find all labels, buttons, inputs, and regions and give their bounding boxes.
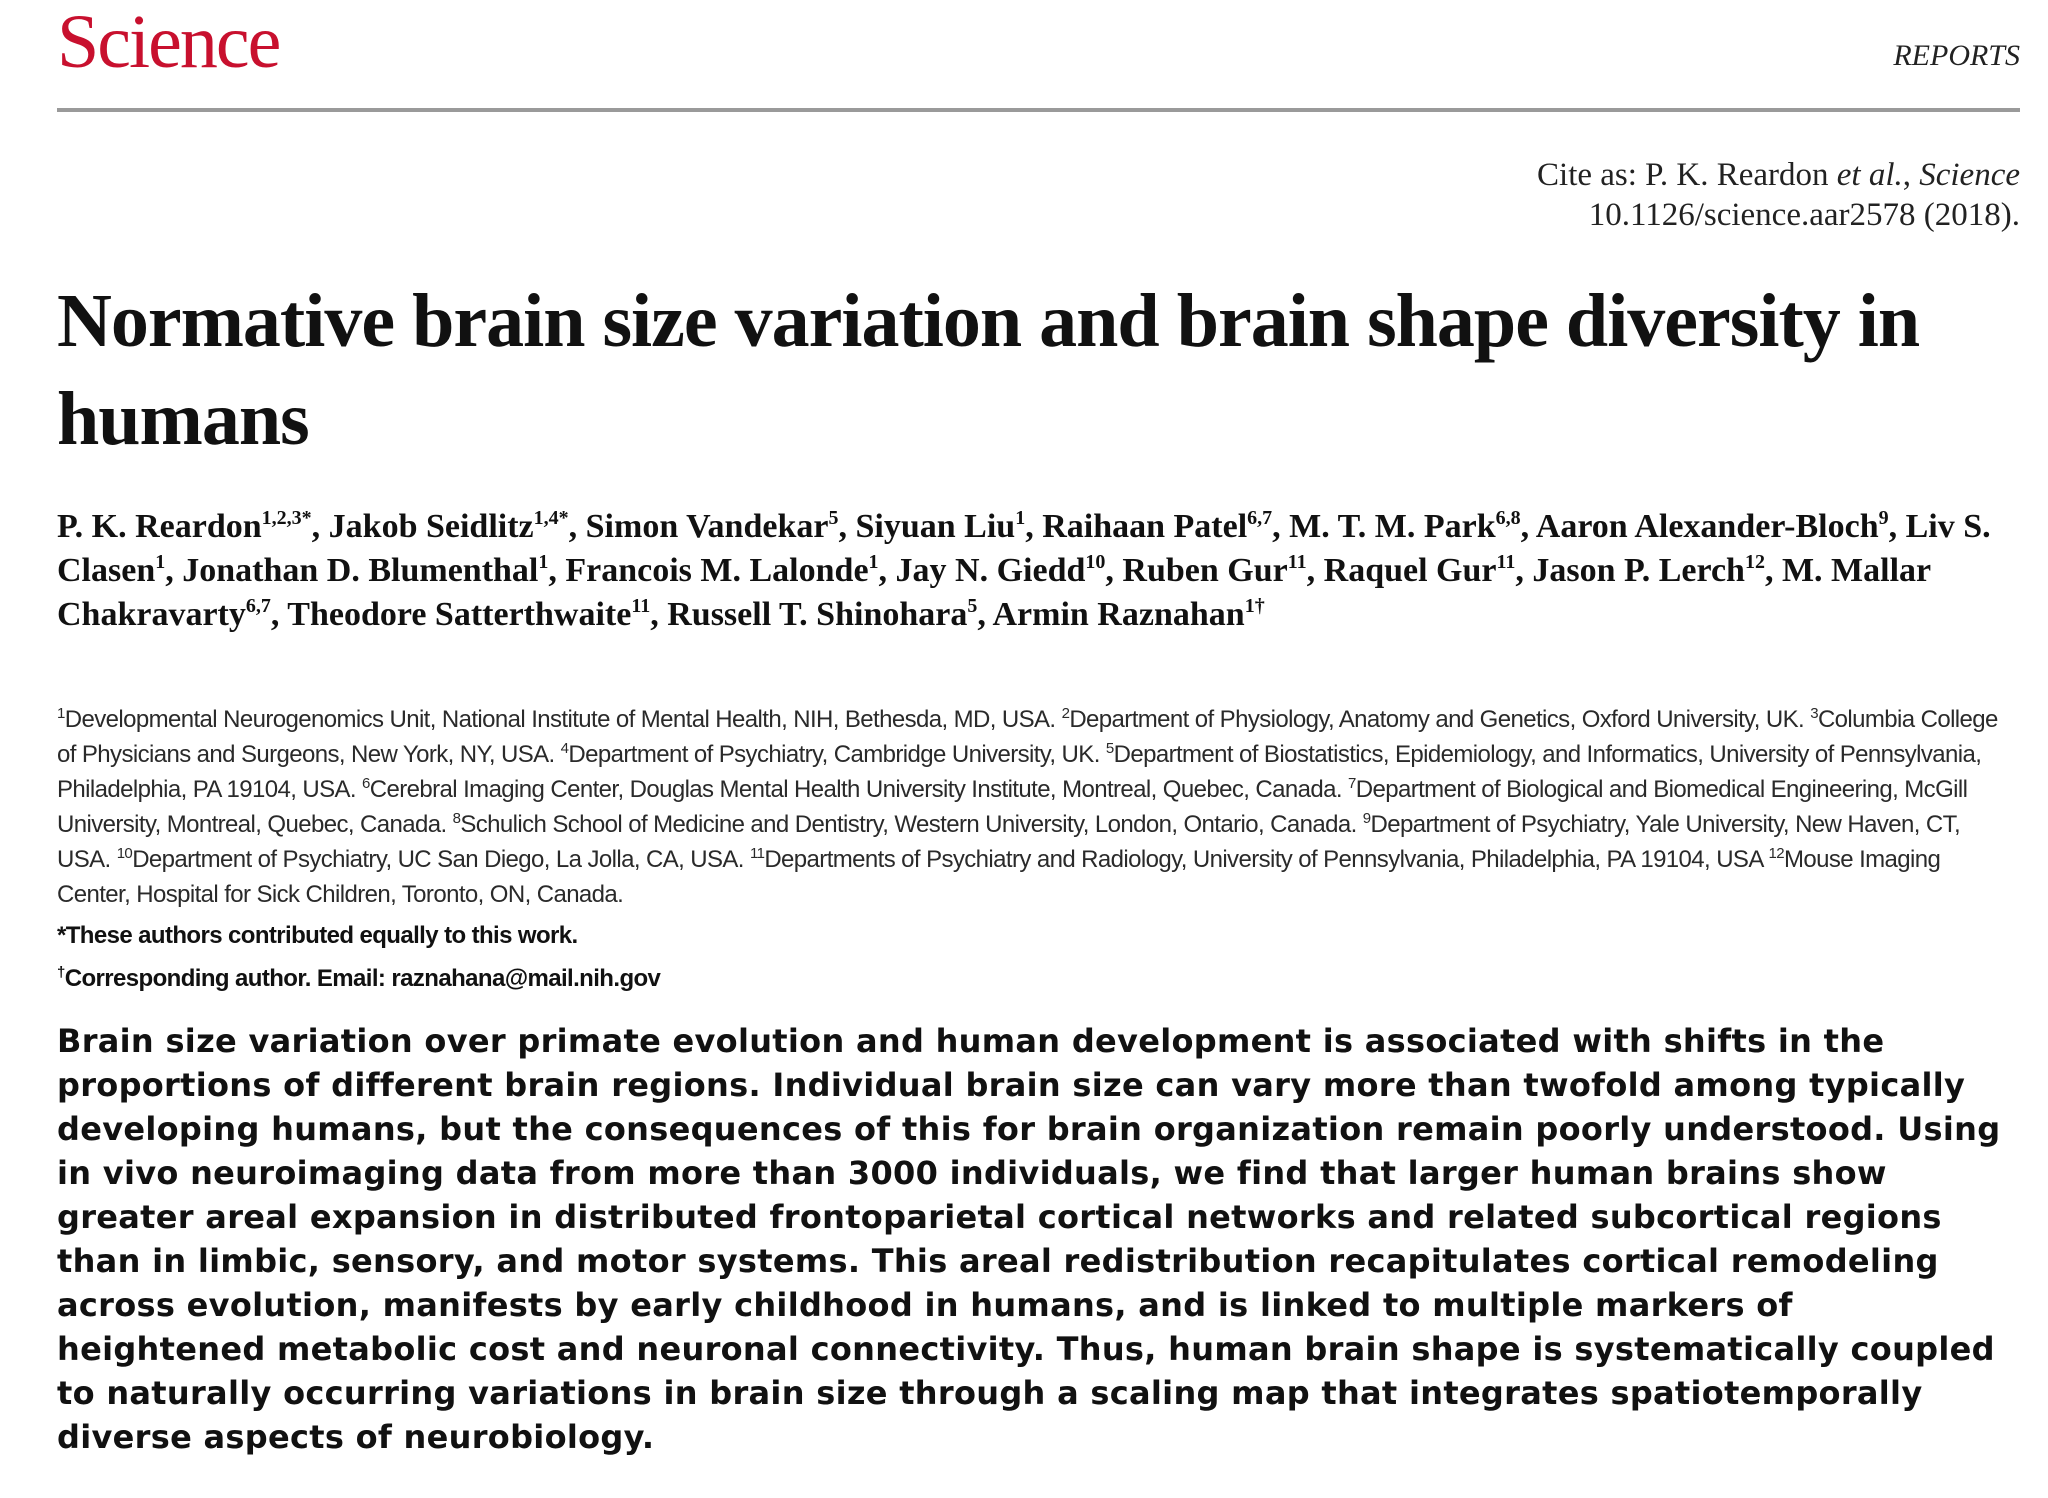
author: M. T. M. Park$^{6,8}$, xyxy=(1289,507,1536,545)
affiliation-number: 8 xyxy=(452,810,461,827)
author: M. Mallar Chakravarty$^{6,7}$, xyxy=(57,552,1931,633)
citation-journal: Science xyxy=(1919,157,2020,193)
author-affiliation-marks: 1† xyxy=(1244,595,1265,617)
affiliation-number: 5 xyxy=(1105,740,1114,757)
citation-etal: et al. xyxy=(1836,157,1903,193)
affiliation-text: Departments of Psychiatry and Radiology, University of Pennsylvania, Philadelphia, PA 19104, USA xyxy=(764,846,1769,873)
author-list xyxy=(57,505,2017,637)
author xyxy=(992,596,1264,633)
author: Jakob Seidlitz$^{1,4*}$, xyxy=(328,507,586,545)
author-affiliation-marks: 1,4* xyxy=(533,507,569,529)
author-name: Ruben Gur xyxy=(1122,552,1288,589)
affiliation-number: 7 xyxy=(1348,775,1356,792)
author: Simon Vandekar$^5$, xyxy=(585,507,856,545)
author-name: Siyuan Liu xyxy=(855,508,1016,545)
affiliation xyxy=(1062,706,1811,733)
author: Ruben Gur$^{11}$, xyxy=(1122,551,1324,589)
author-affiliation-marks: 5 xyxy=(828,507,839,529)
author-name: M. T. M. Park xyxy=(1289,508,1496,545)
author-affiliation-marks: 1,2,3* xyxy=(261,507,312,529)
author-affiliation-marks: 6,8 xyxy=(1495,507,1521,529)
affiliation xyxy=(453,811,1363,838)
affiliation-number: 10 xyxy=(116,845,133,862)
author-affiliation-marks: 6,7 xyxy=(245,595,271,617)
citation xyxy=(1537,155,2020,235)
affiliation-number: 12 xyxy=(1768,845,1784,862)
author-name: Jonathan D. Blumenthal xyxy=(182,552,539,589)
dagger-mark: † xyxy=(57,964,65,981)
corresponding-text[interactable]: Corresponding author. Email: raznahana@mail.nih.gov xyxy=(64,965,661,992)
author-name: Raihaan Patel xyxy=(1042,508,1248,545)
author-name: P. K. Reardon xyxy=(57,508,262,545)
journal-logo: Science xyxy=(57,0,280,84)
affiliation-text: Schulich School of Medicine and Dentistry, Western University, London, Ontario, Canada. xyxy=(460,811,1363,838)
author: P. K. Reardon$^{1,2,3*}$, xyxy=(57,507,329,545)
masthead xyxy=(57,0,2020,112)
affiliation-number: 2 xyxy=(1061,705,1070,722)
affiliation-number: 11 xyxy=(749,845,765,862)
affiliation-number: 9 xyxy=(1362,810,1371,827)
author-name: Simon Vandekar xyxy=(585,508,829,545)
author: Jonathan D. Blumenthal$^1$, xyxy=(182,551,566,589)
affiliation-number: 3 xyxy=(1810,705,1818,722)
corresponding-author-note xyxy=(57,963,660,995)
affiliation-text: Developmental Neurogenomics Unit, National Institute of Mental Health, NIH, Bethesda, MD, USA. xyxy=(64,706,1062,733)
affiliation-text: Department of Psychiatry, Yale University, New Haven, CT, USA. xyxy=(57,811,1961,873)
affiliation-text: Department of Psychiatry, Cambridge University, UK. xyxy=(568,741,1106,768)
author: Francois M. Lalonde$^1$, xyxy=(565,551,896,589)
affiliation xyxy=(561,741,1106,768)
affiliation-number: 4 xyxy=(560,740,569,757)
author-affiliation-marks: 5 xyxy=(967,595,978,617)
author-name: Jay N. Giedd xyxy=(895,552,1086,589)
affiliation-number: 1 xyxy=(57,705,65,722)
equal-contribution-note: *These authors contributed equally to this work. xyxy=(57,922,578,949)
affiliations xyxy=(57,702,2007,912)
affiliation-text: Department of Psychiatry, UC San Diego, La Jolla, CA, USA. xyxy=(132,846,750,873)
author: Aaron Alexander-Bloch$^9$, xyxy=(1535,507,1906,545)
author: Russell T. Shinohara$^5$, xyxy=(667,595,993,633)
author-name: Jason P. Lerch xyxy=(1532,552,1745,589)
author-affiliation-marks: 6,7 xyxy=(1247,507,1273,529)
author-name: Francois M. Lalonde xyxy=(565,552,869,589)
author-name: Russell T. Shinohara xyxy=(667,596,968,633)
affiliation-text: Department of Biostatistics, Epidemiology, and Informatics, University of Pennsylvania, Philadelphia, PA 19104, USA. xyxy=(57,741,1982,803)
author-name: Jakob Seidlitz xyxy=(328,508,534,545)
author-affiliation-marks: 9 xyxy=(1878,507,1889,529)
affiliation-text: Columbia College of Physicians and Surgeons, New York, NY, USA. xyxy=(57,706,1998,768)
author-affiliation-marks: 11 xyxy=(1287,551,1307,573)
affiliation-text: Department of Biological and Biomedical Engineering, McGill University, Montreal, Quebec, Canada. xyxy=(57,776,1968,838)
author: Jay N. Giedd$^{10}$, xyxy=(895,551,1123,589)
affiliation xyxy=(362,776,1348,803)
affiliation-text: Mouse Imaging Center, Hospital for Sick Children, Toronto, ON, Canada. xyxy=(57,846,1941,908)
author-affiliation-marks: 11 xyxy=(1496,551,1516,573)
author-name: Aaron Alexander-Bloch xyxy=(1535,508,1879,545)
citation-prefix: Cite as: P. K. Reardon xyxy=(1537,157,1837,193)
author-name: Armin Raznahan xyxy=(992,596,1245,633)
author-affiliation-marks: 12 xyxy=(1744,551,1765,573)
author: Raihaan Patel$^{6,7}$, xyxy=(1042,507,1290,545)
author: Raquel Gur$^{11}$, xyxy=(1323,551,1533,589)
author-name: Raquel Gur xyxy=(1323,552,1497,589)
author-affiliation-marks: 1 xyxy=(1015,507,1026,529)
author: Jason P. Lerch$^{12}$, xyxy=(1532,551,1782,589)
citation-doi[interactable]: 10.1126/science.aar2578 (2018). xyxy=(1588,197,2020,233)
author-affiliation-marks: 1 xyxy=(155,551,166,573)
affiliation xyxy=(57,706,1062,733)
citation-comma: , xyxy=(1902,157,1920,193)
citation-line-1 xyxy=(1537,155,2020,195)
affiliation-text: Department of Physiology, Anatomy and Genetics, Oxford University, UK. xyxy=(1069,706,1811,733)
affiliation-number: 6 xyxy=(362,775,370,792)
author: Siyuan Liu$^1$, xyxy=(855,507,1043,545)
author-name: M. Mallar Chakravarty xyxy=(57,552,1931,633)
section-label: REPORTS xyxy=(1893,39,2020,72)
author-affiliation-marks: 1 xyxy=(868,551,879,573)
affiliation-text: Cerebral Imaging Center, Douglas Mental Health University Institute, Montreal, Quebec, Canada. xyxy=(369,776,1348,803)
affiliation xyxy=(117,846,750,873)
abstract: Brain size variation over primate evolution and human development is associated with shifts in the proportions of different brain regions. Individual brain size can vary more than twofold among typically developing humans, but the consequences of this for brain organization remain poorly understood. Using in vivo neuroimaging data from more than 3000 individuals, we find that larger human brains show greater areal expansion in distributed frontoparietal cortical networks and related subcortical regions than in limbic, sensory, and motor systems. This areal redistribution recapitulates cortical remodeling across evolution, manifests by early childhood in humans, and is linked to multiple markers of heightened metabolic cost and neuronal connectivity. Thus, human brain shape is systematically coupled to naturally occurring variations in brain size through a scaling map that integrates spatiotemporally diverse aspects of neurobiology. xyxy=(57,1022,2001,1456)
author-affiliation-marks: 10 xyxy=(1085,551,1106,573)
affiliation xyxy=(750,846,1769,873)
author: Liv S. Clasen$^1$, xyxy=(57,508,1991,589)
author-affiliation-marks: 1 xyxy=(538,551,549,573)
author: Theodore Satterthwaite$^{11}$, xyxy=(287,595,668,633)
author-affiliation-marks: 11 xyxy=(631,595,651,617)
article-title: Normative brain size variation and brain shape diversity in humans xyxy=(57,279,1920,461)
author-name: Theodore Satterthwaite xyxy=(287,596,632,633)
author-name: Liv S. Clasen xyxy=(57,508,1991,589)
